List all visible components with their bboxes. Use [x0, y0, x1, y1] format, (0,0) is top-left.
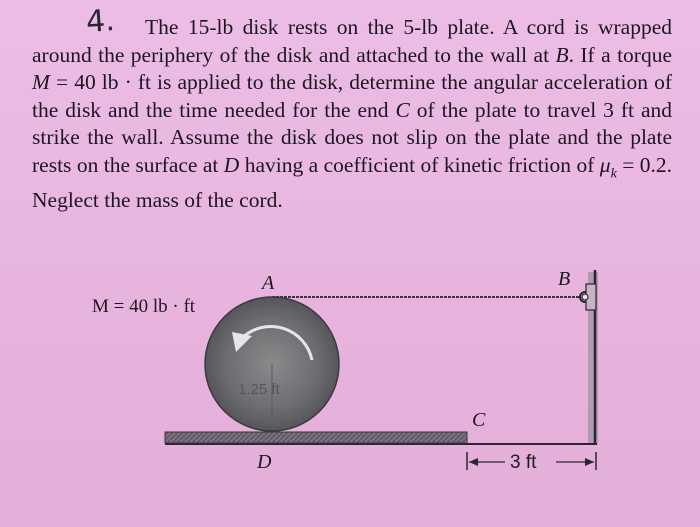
problem-number: 4.: [84, 3, 116, 40]
label-C: C: [472, 409, 486, 431]
distance-label: 3 ft: [510, 452, 537, 473]
problem-text-segment: C: [395, 97, 410, 122]
torque-label: M = 40 lb · ft: [92, 296, 196, 317]
problem-text-segment: = 0.2. Neglect the mass of the cord.: [32, 152, 672, 213]
problem-text-segment: M: [32, 70, 50, 94]
problem-text-segment: having a coefficient of kinetic friction of: [239, 152, 600, 177]
problem-text-segment: k: [610, 165, 617, 181]
problem-text-segment: D: [223, 152, 240, 177]
radius-label: 1.25 ft: [238, 381, 280, 398]
problem-text-segment: The 15-lb disk rests on the 5-lb plate. A cord is wrapped around the periphery of the disk and attached to the wall at: [32, 15, 672, 67]
problem-text-segment: μ: [599, 152, 611, 177]
problem-text-segment: . If a torque: [568, 42, 673, 67]
label-D: D: [257, 451, 272, 473]
problem-text-segment: of the plate to travel 3 ft and strike the wall. Assume the disk does not slip on the plate and the plate rests on the surface at: [32, 97, 672, 177]
anchor-B: [580, 284, 596, 310]
label-A: A: [262, 272, 275, 294]
problem-text-segment: = 40 lb · ft is applied to the disk, determine the angular acceleration of the disk and the time needed for the end: [32, 70, 672, 122]
problem-text-segment: B: [555, 42, 569, 67]
plate: [165, 432, 467, 443]
label-B: B: [558, 268, 571, 290]
